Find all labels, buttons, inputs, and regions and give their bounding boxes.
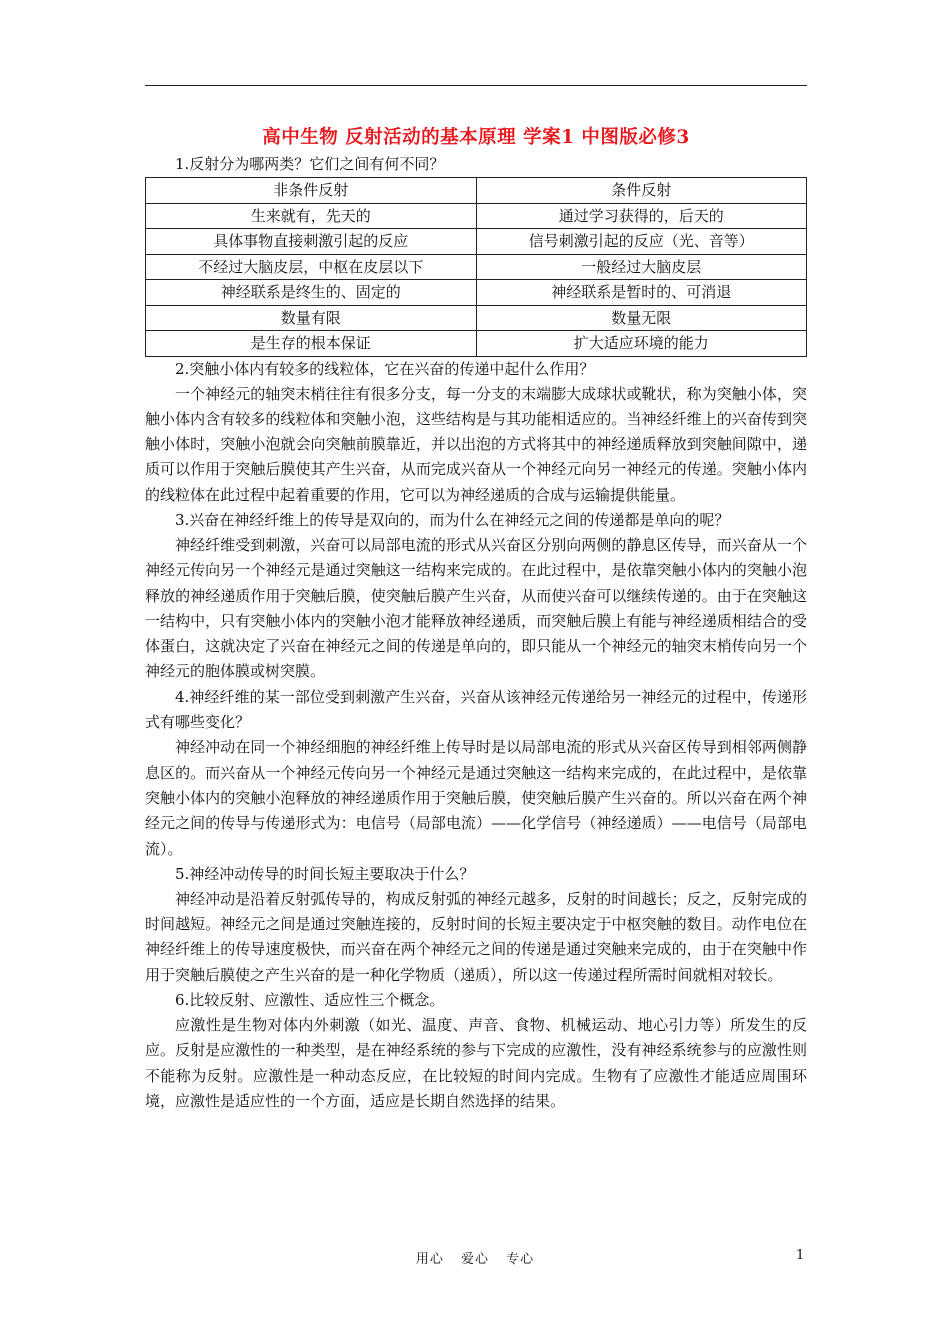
question-3: 3.兴奋在神经纤维上的传导是双向的，而为什么在神经元之间的传递都是单向的呢？ (175, 510, 730, 529)
table-cell: 通过学习获得的，后天的 (476, 203, 807, 229)
table-cell: 数量无限 (476, 305, 807, 331)
footer-motto: 用心 爱心 专心 (415, 1252, 535, 1267)
answer-3: 神经纤维受到刺激，兴奋可以局部电流的形式从兴奋区分别向两侧的静息区传导，而兴奋从一个神经元传向另一个神经元是通过突触这一结构来完成的。在此过程中，是依靠突触小体内的突触小泡释放的神经递质作用于突触后膜，使突触后膜产生兴奋，从而使兴奋可以继续传递的。由于在突触这一结构中，只有突触小体内的突触小泡才能释放神经递质，而突触后膜上有能与神经递质相结合的受体蛋白，这就决定了兴奋在神经元之间的传递是单向的，即只能从一个神经元的轴突末梢传向另一个神经元的胞体膜或树突膜。 (145, 535, 807, 681)
question-1: 1.反射分为哪两类？它们之间有何不同？ (175, 155, 445, 173)
answer-5: 神经冲动是沿着反射弧传导的，构成反射弧的神经元越多，反射的时间越长；反之，反射完成的时间越短。神经元之间是通过突触连接的，反射时间的长短主要决定于中枢突触的数目。动作电位在神经纤维上的传导速度极快，而兴奋在两个神经元之间的传递是通过突触来完成的，由于在突触中作用于突触后膜使之产生兴奋的是一种化学物质（递质），所以这一传递过程所需时间就相对较长。 (145, 889, 807, 984)
table-cell: 神经联系是终生的、固定的 (146, 280, 477, 306)
reflex-comparison-table (145, 177, 807, 357)
table-cell: 神经联系是暂时的、可消退 (476, 280, 807, 306)
table-cell: 具体事物直接刺激引起的反应 (146, 229, 477, 255)
header-rule (145, 85, 807, 86)
table-header-cell: 非条件反射 (146, 178, 477, 204)
document-body (145, 124, 807, 1114)
table-cell: 不经过大脑皮层，中枢在皮层以下 (146, 254, 477, 280)
table-cell: 信号刺激引起的反应（光、音等） (476, 229, 807, 255)
table-cell: 数量有限 (146, 305, 477, 331)
document-title: 高中生物 反射活动的基本原理 学案1 中图版必修3 (262, 127, 690, 148)
question-6: 6.比较反射、应激性、适应性三个概念。 (175, 991, 445, 1010)
table-row (146, 254, 807, 280)
question-2: 2.突触小体内有较多的线粒体，它在兴奋的传递中起什么作用？ (175, 359, 595, 378)
table-row (146, 203, 807, 229)
question-5: 5.神经冲动传导的时间长短主要取决于什么？ (175, 864, 475, 883)
table-row (146, 331, 807, 357)
table-cell: 一般经过大脑皮层 (476, 254, 807, 280)
table-row (146, 280, 807, 306)
question-4: 4.神经纤维的某一部位受到刺激产生兴奋，兴奋从该神经元传递给另一神经元的过程中，传递形式有哪些变化？ (145, 687, 807, 732)
table-header-row (146, 178, 807, 204)
table-cell: 生来就有，先天的 (146, 203, 477, 229)
table-row (146, 305, 807, 331)
table-cell: 是生存的根本保证 (146, 331, 477, 357)
table-header-cell: 条件反射 (476, 178, 807, 204)
page-number: 1 (796, 1248, 805, 1263)
table-cell: 扩大适应环境的能力 (476, 331, 807, 357)
answer-2: 一个神经元的轴突末梢往往有很多分支，每一分支的末端膨大成球状或靴状，称为突触小体，突触小体内含有较多的线粒体和突触小泡，这些结构是与其功能相适应的。当神经纤维上的兴奋传到突触小体时，突触小泡就会向突触前膜靠近，并以出泡的方式将其中的神经递质释放到突触间隙中，递质可以作用于突触后膜使其产生兴奋，从而完成兴奋从一个神经元向另一神经元的传递。突触小体内的线粒体在此过程中起着重要的作用，它可以为神经递质的合成与运输提供能量。 (145, 384, 807, 504)
answer-6: 应激性是生物对体内外刺激（如光、温度、声音、食物、机械运动、地心引力等）所发生的反应。反射是应激性的一种类型，是在神经系统的参与下完成的应激性，没有神经系统参与的应激性则不能称为反射。应激性是一种动态反应，在比较短的时间内完成。生物有了应激性才能适应周围环境，应激性是适应性的一个方面，适应是长期自然选择的结果。 (145, 1016, 807, 1110)
table-row (146, 229, 807, 255)
answer-4: 神经冲动在同一个神经细胞的神经纤维上传导时是以局部电流的形式从兴奋区传导到相邻两侧静息区的。而兴奋从一个神经元传向另一个神经元是通过突触这一结构来完成的，在此过程中，是依靠突触小体内的突触小泡释放的神经递质作用于突触后膜，使突触后膜产生兴奋的。所以兴奋在两个神经元之间的传导与传递形式为：电信号（局部电流）——化学信号（神经递质）——电信号（局部电流）。 (145, 738, 807, 858)
